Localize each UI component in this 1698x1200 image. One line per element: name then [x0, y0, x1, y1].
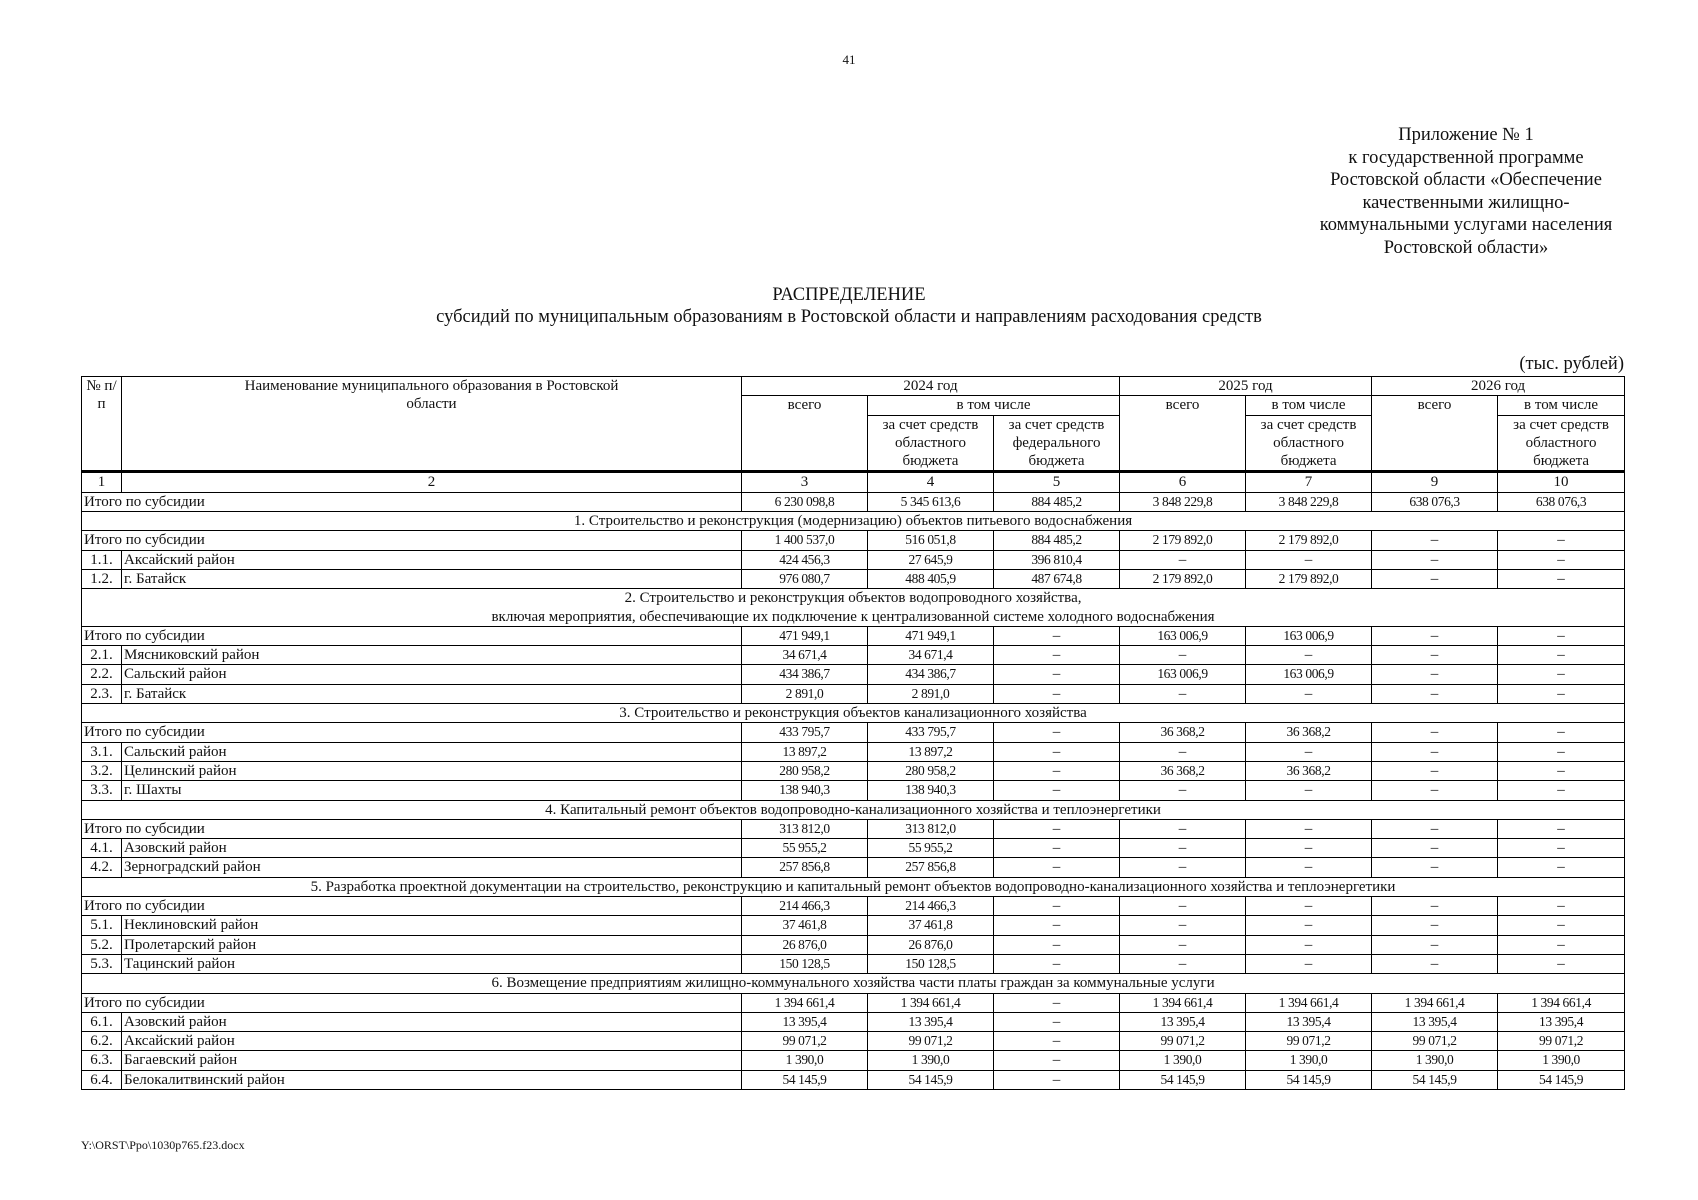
total-label: Итого по субсидии — [82, 819, 742, 838]
value-cell: 26 876,0 — [742, 935, 868, 954]
section-title-line: включая мероприятия, обеспечивающие их подключение к централизованной системе холодного водоснабжения — [491, 608, 1215, 625]
empty-value-dash: – — [1498, 916, 1625, 935]
value-cell: 1 394 661,4 — [1372, 993, 1498, 1012]
value-cell: 27 645,9 — [868, 550, 994, 569]
value-cell: 34 671,4 — [742, 646, 868, 665]
header-regional-2025: за счет средств областного бюджета — [1246, 415, 1372, 472]
header-regional-2024: за счет средств областного бюджета — [868, 415, 994, 472]
empty-value-dash: – — [1372, 742, 1498, 761]
value-cell: 34 671,4 — [868, 646, 994, 665]
section-header-row — [82, 589, 1625, 627]
empty-value-dash: – — [994, 897, 1120, 916]
header-total-2026: всего — [1372, 396, 1498, 472]
value-cell: 313 812,0 — [742, 819, 868, 838]
empty-value-dash: – — [1372, 781, 1498, 800]
value-cell: 1 390,0 — [1498, 1051, 1625, 1070]
municipality-name: Мясниковский район — [122, 646, 742, 665]
empty-value-dash: – — [1372, 646, 1498, 665]
empty-value-dash: – — [1120, 684, 1246, 703]
empty-value-dash: – — [1120, 646, 1246, 665]
appendix-line: коммунальными услугами населения — [1319, 215, 1613, 235]
empty-value-dash: – — [994, 839, 1120, 858]
empty-value-dash: – — [994, 1070, 1120, 1089]
value-cell: 257 856,8 — [868, 858, 994, 877]
section-total-row — [82, 626, 1625, 645]
value-cell: 884 485,2 — [994, 531, 1120, 550]
row-number: 1.1. — [82, 550, 122, 569]
header-total-2025: всего — [1120, 396, 1246, 472]
section-title-line: 5. Разработка проектной документации на строительство, реконструкцию и капитальный ремонт объектов водопроводно-канализационного хозяйства и теплоэнергетики — [310, 878, 1396, 895]
empty-value-dash: – — [994, 935, 1120, 954]
empty-value-dash: – — [1498, 819, 1625, 838]
value-cell: 163 006,9 — [1120, 626, 1246, 645]
appendix-line: Приложение № 1 — [1398, 125, 1534, 145]
appendix-note — [1296, 124, 1636, 259]
row-number: 2.1. — [82, 646, 122, 665]
empty-value-dash: – — [1120, 897, 1246, 916]
row-number: 3.2. — [82, 761, 122, 780]
value-cell: 2 179 892,0 — [1120, 569, 1246, 588]
value-cell: 1 394 661,4 — [868, 993, 994, 1012]
municipality-name: г. Шахты — [122, 781, 742, 800]
section-total-row — [82, 819, 1625, 838]
section-title — [82, 800, 1625, 819]
value-cell: 2 891,0 — [868, 684, 994, 703]
value-cell: 36 368,2 — [1246, 761, 1372, 780]
empty-value-dash: – — [1120, 742, 1246, 761]
value-cell: 54 145,9 — [742, 1070, 868, 1089]
empty-value-dash: – — [1498, 723, 1625, 742]
value-cell: 6 230 098,8 — [742, 492, 868, 511]
value-cell: 433 795,7 — [742, 723, 868, 742]
table-row — [82, 761, 1625, 780]
table-row — [82, 1012, 1625, 1031]
empty-value-dash: – — [1372, 723, 1498, 742]
empty-value-dash: – — [994, 916, 1120, 935]
header-name-text: Наименование муниципального образования в Ростовской области — [244, 378, 619, 413]
empty-value-dash: – — [1372, 761, 1498, 780]
value-cell: 36 368,2 — [1120, 723, 1246, 742]
table-row — [82, 665, 1625, 684]
municipality-name: Пролетарский район — [122, 935, 742, 954]
section-title-line: 1. Строительство и реконструкция (модернизацию) объектов питьевого водоснабжения — [573, 513, 1133, 530]
empty-value-dash: – — [1498, 626, 1625, 645]
value-cell: 1 394 661,4 — [1120, 993, 1246, 1012]
value-cell: 138 940,3 — [868, 781, 994, 800]
empty-value-dash: – — [994, 761, 1120, 780]
grand-total-row — [82, 492, 1625, 511]
value-cell: 2 179 892,0 — [1120, 531, 1246, 550]
column-number: 10 — [1498, 472, 1625, 492]
section-total-row — [82, 531, 1625, 550]
empty-value-dash: – — [1246, 742, 1372, 761]
value-cell: 2 179 892,0 — [1246, 531, 1372, 550]
empty-value-dash: – — [994, 1051, 1120, 1070]
appendix-line: Ростовской области «Обеспечение — [1330, 170, 1602, 190]
table-row — [82, 550, 1625, 569]
table-row — [82, 1032, 1625, 1051]
value-cell: 638 076,3 — [1372, 492, 1498, 511]
empty-value-dash: – — [1498, 781, 1625, 800]
section-total-row — [82, 723, 1625, 742]
section-header-row — [82, 704, 1625, 723]
municipality-name: г. Батайск — [122, 569, 742, 588]
value-cell: 99 071,2 — [1246, 1032, 1372, 1051]
row-number: 3.3. — [82, 781, 122, 800]
value-cell: 55 955,2 — [868, 839, 994, 858]
value-cell: 433 795,7 — [868, 723, 994, 742]
header-year-2026: 2026 год — [1372, 377, 1625, 396]
value-cell: 150 128,5 — [868, 954, 994, 973]
empty-value-dash: – — [1498, 646, 1625, 665]
value-cell: 13 897,2 — [742, 742, 868, 761]
empty-value-dash: – — [1498, 858, 1625, 877]
row-number: 3.1. — [82, 742, 122, 761]
value-cell: 163 006,9 — [1120, 665, 1246, 684]
value-cell: 1 390,0 — [1120, 1051, 1246, 1070]
header-incl-2026: в том числе — [1498, 396, 1625, 415]
value-cell: 13 395,4 — [1246, 1012, 1372, 1031]
value-cell: 37 461,8 — [742, 916, 868, 935]
value-cell: 54 145,9 — [1120, 1070, 1246, 1089]
header-year-2024: 2024 год — [742, 377, 1120, 396]
empty-value-dash: – — [994, 646, 1120, 665]
units-label: (тыс. рублей) — [1519, 354, 1624, 374]
table-row — [82, 954, 1625, 973]
value-cell: 55 955,2 — [742, 839, 868, 858]
header-federal-2024: за счет средств федерального бюджета — [994, 415, 1120, 472]
empty-value-dash: – — [994, 954, 1120, 973]
empty-value-dash: – — [1372, 550, 1498, 569]
section-title — [82, 589, 1625, 627]
empty-value-dash: – — [1120, 550, 1246, 569]
municipality-name: Азовский район — [122, 1012, 742, 1031]
section-header-row — [82, 877, 1625, 896]
empty-value-dash: – — [1372, 954, 1498, 973]
empty-value-dash: – — [994, 665, 1120, 684]
value-cell: 1 394 661,4 — [1246, 993, 1372, 1012]
empty-value-dash: – — [1120, 839, 1246, 858]
header-no: № п/п — [82, 377, 122, 472]
row-number: 6.4. — [82, 1070, 122, 1089]
value-cell: 516 051,8 — [868, 531, 994, 550]
municipality-name: Багаевский район — [122, 1051, 742, 1070]
header-name — [122, 377, 742, 472]
empty-value-dash: – — [1498, 665, 1625, 684]
total-label: Итого по субсидии — [82, 723, 742, 742]
value-cell: 13 395,4 — [742, 1012, 868, 1031]
empty-value-dash: – — [1246, 684, 1372, 703]
value-cell: 99 071,2 — [1372, 1032, 1498, 1051]
table-row — [82, 684, 1625, 703]
empty-value-dash: – — [994, 1032, 1120, 1051]
empty-value-dash: – — [1120, 916, 1246, 935]
empty-value-dash: – — [1246, 858, 1372, 877]
empty-value-dash: – — [1120, 935, 1246, 954]
empty-value-dash: – — [1372, 858, 1498, 877]
row-number: 6.1. — [82, 1012, 122, 1031]
value-cell: 2 179 892,0 — [1246, 569, 1372, 588]
column-number: 5 — [994, 472, 1120, 492]
value-cell: 13 395,4 — [1120, 1012, 1246, 1031]
municipality-name: Азовский район — [122, 839, 742, 858]
appendix-line: к государственной программе — [1348, 147, 1584, 168]
empty-value-dash: – — [1372, 935, 1498, 954]
total-label: Итого по субсидии — [82, 993, 742, 1012]
table-row — [82, 858, 1625, 877]
page-number: 41 — [842, 52, 856, 67]
empty-value-dash: – — [1372, 665, 1498, 684]
column-number: 3 — [742, 472, 868, 492]
value-cell: 3 848 229,8 — [1120, 492, 1246, 511]
section-title-line: 4. Капитальный ремонт объектов водопроводно-канализационного хозяйства и теплоэнергетики — [545, 801, 1161, 818]
value-cell: 13 897,2 — [868, 742, 994, 761]
value-cell: 214 466,3 — [868, 897, 994, 916]
row-number: 6.3. — [82, 1051, 122, 1070]
section-title-line: 3. Строительство и реконструкция объектов канализационного хозяйства — [619, 705, 1087, 722]
column-number: 7 — [1246, 472, 1372, 492]
municipality-name: Белокалитвинский район — [122, 1070, 742, 1089]
empty-value-dash: – — [1498, 954, 1625, 973]
municipality-name: Целинский район — [122, 761, 742, 780]
section-total-row — [82, 993, 1625, 1012]
row-number: 5.3. — [82, 954, 122, 973]
row-number: 1.2. — [82, 569, 122, 588]
empty-value-dash: – — [1498, 761, 1625, 780]
empty-value-dash: – — [1372, 839, 1498, 858]
municipality-name: Тацинский район — [122, 954, 742, 973]
value-cell: 257 856,8 — [742, 858, 868, 877]
row-number: 6.2. — [82, 1032, 122, 1051]
value-cell: 3 848 229,8 — [1246, 492, 1372, 511]
total-label: Итого по субсидии — [82, 531, 742, 550]
appendix-line: Ростовской области» — [1383, 237, 1549, 258]
value-cell: 976 080,7 — [742, 569, 868, 588]
empty-value-dash: – — [994, 723, 1120, 742]
table-row — [82, 935, 1625, 954]
empty-value-dash: – — [1246, 935, 1372, 954]
empty-value-dash: – — [1372, 531, 1498, 550]
value-cell: 1 390,0 — [742, 1051, 868, 1070]
table-row — [82, 781, 1625, 800]
empty-value-dash: – — [1498, 742, 1625, 761]
row-number: 4.1. — [82, 839, 122, 858]
municipality-name: г. Батайск — [122, 684, 742, 703]
value-cell: 638 076,3 — [1498, 492, 1625, 511]
title-heading: РАСПРЕДЕЛЕНИЕ — [772, 285, 926, 305]
value-cell: 1 390,0 — [1372, 1051, 1498, 1070]
total-label: Итого по субсидии — [82, 897, 742, 916]
empty-value-dash: – — [1498, 839, 1625, 858]
empty-value-dash: – — [1120, 781, 1246, 800]
value-cell: 99 071,2 — [1498, 1032, 1625, 1051]
municipality-name: Неклиновский район — [122, 916, 742, 935]
section-title — [82, 877, 1625, 896]
empty-value-dash: – — [994, 626, 1120, 645]
value-cell: 13 395,4 — [1372, 1012, 1498, 1031]
empty-value-dash: – — [1246, 819, 1372, 838]
title-subtitle: субсидий по муниципальным образованиям в Ростовской области и направлениям расходования средств — [436, 307, 1262, 327]
value-cell: 54 145,9 — [1246, 1070, 1372, 1089]
value-cell: 1 394 661,4 — [742, 993, 868, 1012]
empty-value-dash: – — [1372, 897, 1498, 916]
value-cell: 99 071,2 — [1120, 1032, 1246, 1051]
value-cell: 313 812,0 — [868, 819, 994, 838]
row-number: 2.2. — [82, 665, 122, 684]
empty-value-dash: – — [994, 1012, 1120, 1031]
table-row — [82, 742, 1625, 761]
value-cell: 2 891,0 — [742, 684, 868, 703]
empty-value-dash: – — [1372, 819, 1498, 838]
value-cell: 26 876,0 — [868, 935, 994, 954]
value-cell: 54 145,9 — [1498, 1070, 1625, 1089]
value-cell: 13 395,4 — [868, 1012, 994, 1031]
section-title — [82, 974, 1625, 993]
value-cell: 487 674,8 — [994, 569, 1120, 588]
header-regional-2026: за счет средств областного бюджета — [1498, 415, 1625, 472]
empty-value-dash: – — [994, 742, 1120, 761]
value-cell: 150 128,5 — [742, 954, 868, 973]
value-cell: 163 006,9 — [1246, 626, 1372, 645]
value-cell: 37 461,8 — [868, 916, 994, 935]
value-cell: 36 368,2 — [1120, 761, 1246, 780]
section-title-line: 2. Строительство и реконструкция объектов водопроводного хозяйства, — [624, 590, 1082, 607]
table-row — [82, 646, 1625, 665]
empty-value-dash: – — [1372, 569, 1498, 588]
empty-value-dash: – — [1246, 839, 1372, 858]
value-cell: 99 071,2 — [868, 1032, 994, 1051]
table-row — [82, 916, 1625, 935]
section-header-row — [82, 800, 1625, 819]
header-year-2025: 2025 год — [1120, 377, 1372, 396]
municipality-name: Аксайский район — [122, 1032, 742, 1051]
value-cell: 1 390,0 — [868, 1051, 994, 1070]
value-cell: 471 949,1 — [742, 626, 868, 645]
empty-value-dash: – — [1246, 781, 1372, 800]
empty-value-dash: – — [1120, 954, 1246, 973]
column-number: 6 — [1120, 472, 1246, 492]
empty-value-dash: – — [1246, 954, 1372, 973]
value-cell: 488 405,9 — [868, 569, 994, 588]
value-cell: 471 949,1 — [868, 626, 994, 645]
header-incl-2025: в том числе — [1246, 396, 1372, 415]
table-row — [82, 569, 1625, 588]
total-label: Итого по субсидии — [82, 492, 742, 511]
section-header-row — [82, 974, 1625, 993]
column-number: 9 — [1372, 472, 1498, 492]
empty-value-dash: – — [1372, 916, 1498, 935]
value-cell: 13 395,4 — [1498, 1012, 1625, 1031]
value-cell: 424 456,3 — [742, 550, 868, 569]
value-cell: 138 940,3 — [742, 781, 868, 800]
empty-value-dash: – — [1498, 531, 1625, 550]
column-number: 4 — [868, 472, 994, 492]
municipality-name: Сальский район — [122, 665, 742, 684]
value-cell: 214 466,3 — [742, 897, 868, 916]
municipality-name: Сальский район — [122, 742, 742, 761]
row-number: 4.2. — [82, 858, 122, 877]
empty-value-dash: – — [1120, 819, 1246, 838]
document-title — [0, 284, 1698, 328]
empty-value-dash: – — [1246, 916, 1372, 935]
empty-value-dash: – — [994, 858, 1120, 877]
section-title — [82, 512, 1625, 531]
section-header-row — [82, 512, 1625, 531]
municipality-name: Зерноградский район — [122, 858, 742, 877]
subsidy-table — [81, 376, 1625, 1090]
value-cell: 36 368,2 — [1246, 723, 1372, 742]
value-cell: 280 958,2 — [868, 761, 994, 780]
value-cell: 54 145,9 — [1372, 1070, 1498, 1089]
empty-value-dash: – — [1120, 858, 1246, 877]
row-number: 5.2. — [82, 935, 122, 954]
empty-value-dash: – — [1498, 897, 1625, 916]
value-cell: 396 810,4 — [994, 550, 1120, 569]
header-total-2024: всего — [742, 396, 868, 472]
value-cell: 1 394 661,4 — [1498, 993, 1625, 1012]
empty-value-dash: – — [1372, 684, 1498, 703]
total-label: Итого по субсидии — [82, 626, 742, 645]
section-total-row — [82, 897, 1625, 916]
row-number: 5.1. — [82, 916, 122, 935]
value-cell: 54 145,9 — [868, 1070, 994, 1089]
empty-value-dash: – — [994, 993, 1120, 1012]
table-row — [82, 1051, 1625, 1070]
empty-value-dash: – — [994, 819, 1120, 838]
table-row — [82, 1070, 1625, 1089]
value-cell: 280 958,2 — [742, 761, 868, 780]
column-number: 1 — [82, 472, 122, 492]
empty-value-dash: – — [1498, 569, 1625, 588]
column-numbers-row — [82, 472, 1625, 492]
header-incl-2024: в том числе — [868, 396, 1120, 415]
empty-value-dash: – — [1498, 684, 1625, 703]
value-cell: 884 485,2 — [994, 492, 1120, 511]
empty-value-dash: – — [1498, 935, 1625, 954]
row-number: 2.3. — [82, 684, 122, 703]
empty-value-dash: – — [1246, 897, 1372, 916]
value-cell: 1 400 537,0 — [742, 531, 868, 550]
empty-value-dash: – — [994, 781, 1120, 800]
value-cell: 1 390,0 — [1246, 1051, 1372, 1070]
section-title-line: 6. Возмещение предприятиям жилищно-коммунального хозяйства части платы граждан за коммунальные услуги — [491, 975, 1215, 992]
section-title — [82, 704, 1625, 723]
municipality-name: Аксайский район — [122, 550, 742, 569]
value-cell: 99 071,2 — [742, 1032, 868, 1051]
appendix-line: качественными жилищно- — [1362, 192, 1570, 213]
value-cell: 434 386,7 — [868, 665, 994, 684]
empty-value-dash: – — [1498, 550, 1625, 569]
value-cell: 5 345 613,6 — [868, 492, 994, 511]
empty-value-dash: – — [1246, 646, 1372, 665]
empty-value-dash: – — [1372, 626, 1498, 645]
column-number: 2 — [122, 472, 742, 492]
value-cell: 434 386,7 — [742, 665, 868, 684]
value-cell: 163 006,9 — [1246, 665, 1372, 684]
file-path-footer: Y:\ORST\Ppo\1030p765.f23.docx — [81, 1138, 245, 1152]
table-row — [82, 839, 1625, 858]
empty-value-dash: – — [1246, 550, 1372, 569]
empty-value-dash: – — [994, 684, 1120, 703]
